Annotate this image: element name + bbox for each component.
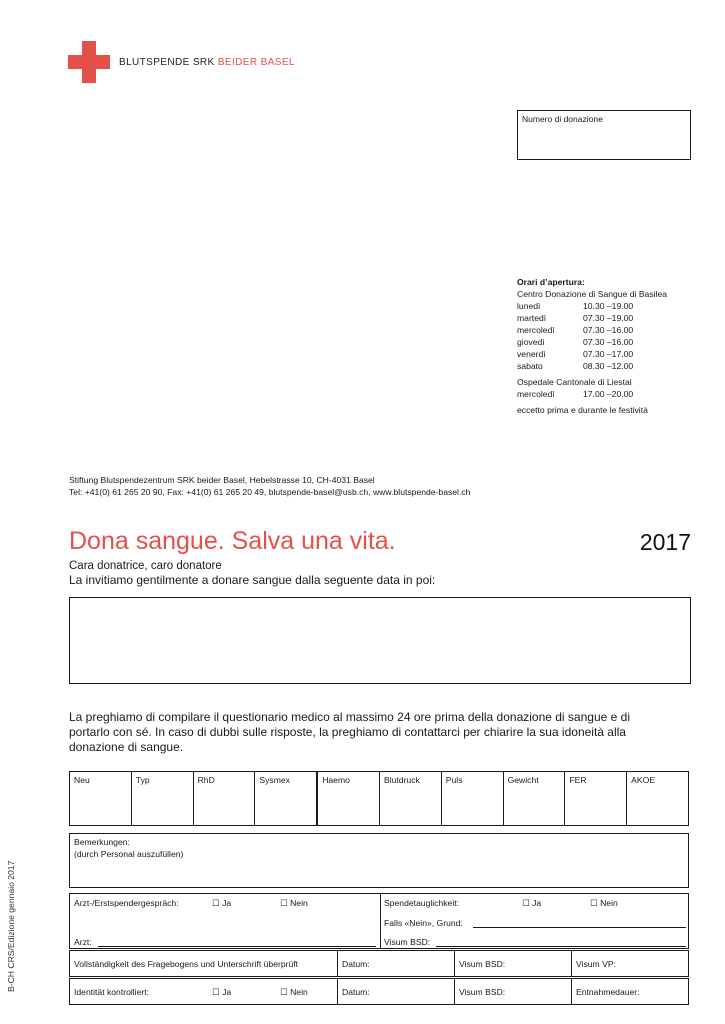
hours-day: giovedì [517, 337, 545, 347]
donation-number-label: Numero di donazione [522, 114, 603, 124]
hours-title: Orari d’apertura: [517, 277, 585, 287]
hours-day: venerdì [517, 349, 546, 359]
hours-time: 10.30 –19.00 [583, 301, 634, 311]
hours-row [517, 360, 667, 372]
hours-time: 07.30 –16.00 [583, 325, 634, 335]
org-name-main: BLUTSPENDE SRK [119, 57, 215, 68]
grid-cell-rhd[interactable]: RhD [194, 772, 256, 825]
eligibility-no-checkbox[interactable]: ☐ Nein [590, 898, 618, 908]
hours-time: 08.30 –12.00 [583, 361, 634, 371]
remarks-sublabel: (durch Personal auszufüllen) [74, 849, 184, 859]
org-name-region: BEIDER BASEL [217, 57, 295, 68]
visum-bsd-field[interactable] [436, 946, 686, 947]
identity-cell [70, 979, 338, 1004]
hours-time: 07.30 –19.00 [583, 313, 634, 323]
hours-day: mercoledì [517, 325, 555, 335]
hours-row [517, 388, 667, 400]
eligibility-label: Spendetauglichkeit: [384, 898, 460, 908]
donation-number-field[interactable] [517, 110, 691, 160]
remarks-field[interactable] [69, 833, 689, 888]
doctor-name-label: Arzt: [74, 937, 92, 947]
identity-label: Identität kontrolliert: [74, 987, 149, 997]
address-line1: Stiftung Blutspendezentrum SRK beider Basel, Hebelstrasse 10, CH-4031 Basel [69, 475, 375, 485]
identity-duration-field[interactable]: Entnahmedauer: [576, 987, 640, 997]
hours-day: martedì [517, 313, 547, 323]
red-cross-bar [68, 55, 110, 69]
notice-text: La preghiamo di compilare il questionario medico al massimo 24 ore prima della donazione di sangue e di portarlo con sé. In caso di dubbi sulle risposte, la preghiamo di contattarci per chiarire la sua idoneità alla donazione di sangue. [69, 710, 630, 754]
grid-cell-fer[interactable]: FER [565, 772, 627, 825]
invitation-text: La invitiamo gentilmente a donare sangue dalla seguente data in poi: [69, 573, 436, 587]
completeness-row [69, 950, 689, 977]
hours-row [517, 336, 667, 348]
grid-cell-neu[interactable]: Neu [70, 772, 132, 825]
grid-cell-haemo[interactable]: Haemo [318, 772, 380, 825]
hours-note: eccetto prima e durante le festività [517, 405, 648, 415]
year: 2017 [639, 529, 691, 555]
hours-center1: Centro Donazione di Sangue di Basilea [517, 289, 668, 299]
grid-cell-puls[interactable]: Puls [442, 772, 504, 825]
grid-cell-sysmex[interactable]: Sysmex [255, 772, 318, 825]
hours-row [517, 348, 667, 360]
hours-day: lunedì [517, 301, 541, 311]
doctor-name-field[interactable] [98, 946, 376, 947]
remarks-label: Bemerkungen: [74, 837, 130, 847]
grid-cell-blutdruck[interactable]: Blutdruck [380, 772, 442, 825]
doctor-interview-label: Arzt-/Erstspendergespräch: [74, 898, 179, 908]
grid-cell-typ[interactable]: Typ [132, 772, 194, 825]
hours-time: 07.30 –17.00 [583, 349, 634, 359]
identity-date-field[interactable]: Datum: [338, 979, 455, 1004]
hours-center2: Ospedale Cantonale di Liestal [517, 377, 632, 387]
headline: Dona sangue. Salva una vita. [69, 527, 396, 555]
doctor-no-checkbox[interactable]: ☐ Nein [280, 898, 308, 908]
address-line2: Tel: +41(0) 61 265 20 90, Fax: +41(0) 61 265 20 49, blutspende-basel@usb.ch, www.blutspende-basel.ch [69, 487, 471, 497]
hours-row [517, 324, 667, 336]
completeness-visum-bsd-field[interactable]: Visum BSD: [455, 951, 572, 976]
identity-yes-checkbox[interactable]: ☐ Ja [212, 987, 232, 997]
org-name [119, 57, 295, 68]
hours-time: 07.30 –16.00 [583, 337, 634, 347]
completeness-label: Vollständigkeit des Fragebogens und Unterschrift überprüft [70, 951, 338, 976]
hours-day: sabato [517, 361, 543, 371]
greeting: Cara donatrice, caro donatore [69, 560, 222, 572]
identity-no-checkbox[interactable]: ☐ Nein [280, 987, 308, 997]
visum-bsd-label: Visum BSD: [384, 937, 431, 947]
identity-row [69, 978, 689, 1005]
identity-visum-bsd-field[interactable]: Visum BSD: [455, 979, 572, 1004]
assessment-box [69, 893, 689, 949]
hours-day: mercoledì [517, 389, 555, 399]
hours-row [517, 300, 667, 312]
completeness-visum-vp-field[interactable]: Visum VP: [576, 959, 616, 969]
completeness-date-field[interactable]: Datum: [338, 951, 455, 976]
reason-label: Falls «Nein», Grund: [384, 918, 463, 928]
grid-cell-gewicht[interactable]: Gewicht [504, 772, 566, 825]
grid-cell-akoe[interactable]: AKOE [631, 775, 656, 785]
edition-side-text: B-CH CRS/Edizione gennaio 2017 [6, 860, 16, 992]
date-field[interactable] [69, 597, 691, 684]
opening-hours [517, 276, 667, 416]
eligibility-yes-checkbox[interactable]: ☐ Ja [522, 898, 542, 908]
measurement-grid [69, 771, 689, 826]
address-block [69, 474, 470, 498]
hours-row [517, 312, 667, 324]
reason-field[interactable] [473, 927, 686, 928]
hours-time: 17.00 –20.00 [583, 389, 634, 399]
doctor-yes-checkbox[interactable]: ☐ Ja [212, 898, 232, 908]
